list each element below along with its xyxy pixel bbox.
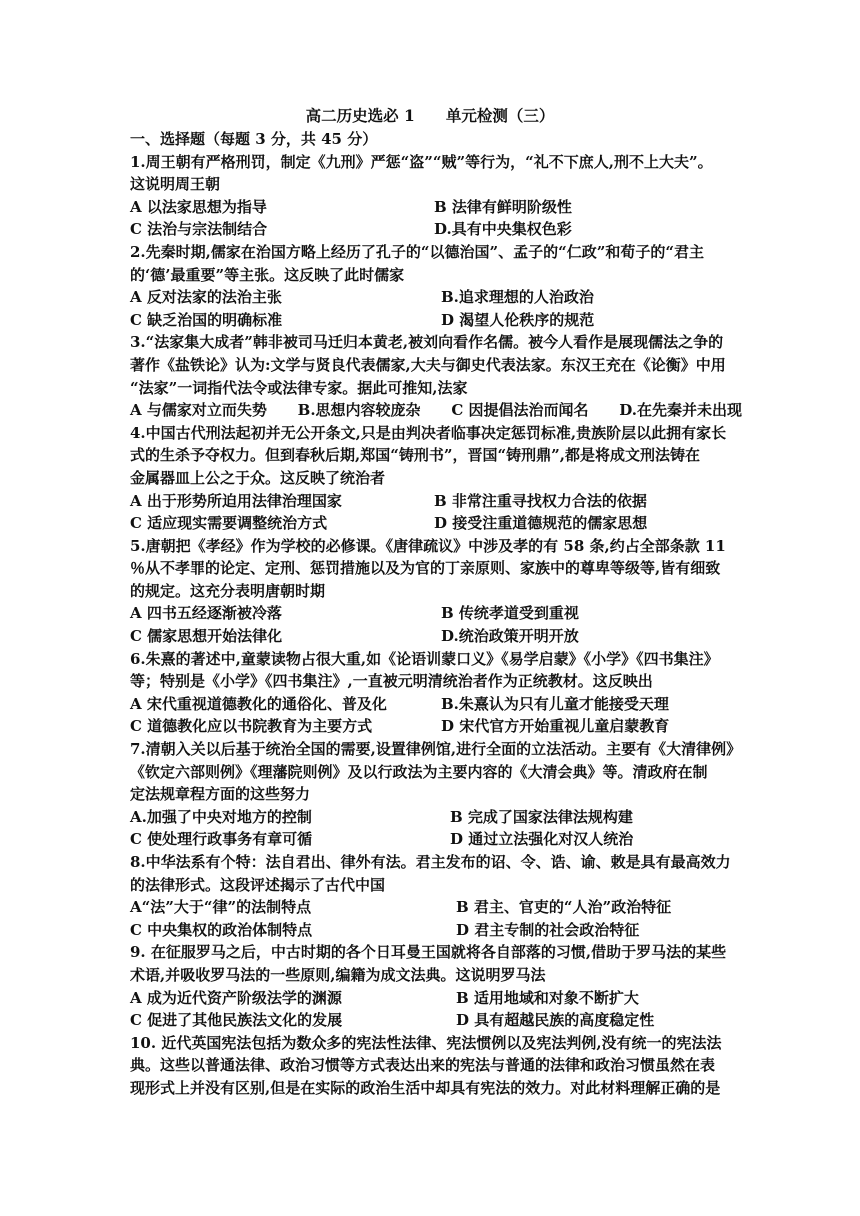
options-row bbox=[130, 286, 742, 309]
question-stem-line: 术语,并吸收罗马法的一些原则,编籍为成文法典。这说明罗马法 bbox=[130, 965, 546, 984]
question-5 bbox=[130, 535, 742, 648]
question-10 bbox=[130, 1032, 742, 1100]
option-d[interactable]: D 接受注重道德规范的儒家思想 bbox=[434, 514, 648, 533]
question-stem-line: 10. 近代英国宪法包括为数众多的宪法性法律、宪法惯例以及宪法判例,没有统一的宪法法 bbox=[130, 1033, 722, 1052]
question-stem-line: 《钦定六部则例》《理藩院则例》及以行政法为主要内容的《大清会典》等。清政府在制 bbox=[130, 762, 708, 781]
option-b[interactable]: B.朱熹认为只有儿童才能接受天理 bbox=[441, 694, 669, 713]
options-row bbox=[130, 399, 742, 422]
option-a[interactable]: A 与儒家对立而失势 bbox=[130, 401, 267, 420]
option-c[interactable]: C 法治与宗法制结合 bbox=[130, 220, 268, 239]
question-stem-line: 9. 在征服罗马之后，中古时期的各个日耳曼王国就将各自部落的习惯,借助于罗马法的某些 bbox=[130, 943, 727, 962]
question-stem-line: 5.唐朝把《孝经》作为学校的必修课。《唐律疏议》中涉及孝的有 58 条,约占全部条款 11 bbox=[130, 536, 726, 555]
question-list bbox=[130, 128, 742, 1100]
option-c[interactable]: C 儒家思想开始法律化 bbox=[130, 627, 283, 646]
option-d[interactable]: D 君主专制的社会政治特征 bbox=[456, 920, 640, 939]
option-c[interactable]: C 促进了其他民族法文化的发展 bbox=[130, 1011, 343, 1030]
option-d[interactable]: D 通过立法强化对汉人统治 bbox=[450, 830, 634, 849]
option-d[interactable]: D 具有超越民族的高度稳定性 bbox=[456, 1011, 655, 1030]
options-row bbox=[130, 602, 742, 625]
option-d[interactable]: D.在先秦并未出现 bbox=[619, 401, 742, 420]
question-stem-line: 3.“法家集大成者”韩非被司马迁归本黄老,被刘向看作名儒。被今人看作是展现儒法之争的 bbox=[130, 333, 724, 352]
question-stem-line: 的‘德’最重要”等主张。这反映了此时儒家 bbox=[130, 265, 405, 284]
question-stem-line: 典。这些以普通法律、政治习惯等方式表达出来的宪法与普通的法律和政治习惯虽然在表 bbox=[130, 1056, 716, 1075]
option-d[interactable]: D 宋代官方开始重视儿童启蒙教育 bbox=[441, 717, 670, 736]
question-stem-line: ％从不孝罪的论定、定刑、惩罚措施以及为官的丁亲原则、家族中的尊卑等级等,皆有细致 bbox=[130, 559, 721, 578]
option-b[interactable]: B 适用地域和对象不断扩大 bbox=[456, 988, 639, 1007]
page-title: 高二历史选必 1 单元检测（三） bbox=[305, 106, 555, 125]
options-row bbox=[130, 806, 742, 829]
option-c[interactable]: C 适应现实需要调整统治方式 bbox=[130, 514, 328, 533]
option-c[interactable]: C 中央集权的政治体制特点 bbox=[130, 920, 313, 939]
question-stem-line: 6.朱熹的著述中,童蒙读物占很大重,如《论语训蒙口义》《易学启蒙》《小学》《四书集注》 bbox=[130, 649, 719, 668]
option-b[interactable]: B 完成了国家法律法规构建 bbox=[450, 807, 633, 826]
question-stem-line: “法家”一词指代法令或法律专家。据此可推知,法家 bbox=[130, 378, 468, 397]
question-2 bbox=[130, 241, 742, 331]
option-c[interactable]: C 缺乏治国的明确标准 bbox=[130, 310, 283, 329]
question-stem-line: 2.先秦时期,儒家在治国方略上经历了孔子的“以德治国”、孟子的“仁政”和荀子的“君主 bbox=[130, 242, 705, 261]
question-stem-line: 8.中华法系有个特：法自君出、律外有法。君主发布的诏、令、诰、谕、敕是具有最高效力 bbox=[130, 853, 731, 871]
option-a[interactable]: A 出于形势所迫用法律治理国家 bbox=[130, 491, 342, 510]
options-row bbox=[130, 715, 742, 738]
question-stem-line: 式的生杀予夺权力。但到春秋后期,郑国“铸刑书”，晋国“铸刑鼎”,都是将成文刑法铸在 bbox=[130, 446, 700, 465]
option-b[interactable]: B.追求理想的人治政治 bbox=[441, 288, 594, 307]
options-row bbox=[130, 309, 742, 332]
option-d[interactable]: D.统治政策开明开放 bbox=[441, 627, 579, 646]
option-a[interactable]: A.加强了中央对地方的控制 bbox=[130, 807, 312, 826]
option-d[interactable]: D.具有中央集权色彩 bbox=[434, 220, 572, 239]
options-row bbox=[130, 919, 742, 942]
option-b[interactable]: B.思想内容较庞杂 bbox=[297, 401, 421, 420]
option-a[interactable]: A“法”大于“律”的法制特点 bbox=[130, 898, 312, 917]
option-a[interactable]: A 以法家思想为指导 bbox=[130, 197, 267, 216]
option-a[interactable]: A 反对法家的法治主张 bbox=[130, 288, 282, 307]
option-a[interactable]: A 四书五经逐渐被冷落 bbox=[130, 604, 282, 623]
question-7 bbox=[130, 738, 742, 851]
section-heading: 一、选择题（每题 3 分，共 45 分） bbox=[130, 130, 378, 148]
question-stem-line: 等；特别是《小学》《四书集注》,一直被元明清统治者作为正统教材。这反映出 bbox=[130, 672, 653, 691]
options-row bbox=[130, 828, 742, 851]
options-row bbox=[130, 512, 742, 535]
question-6 bbox=[130, 648, 742, 738]
question-4 bbox=[130, 422, 742, 535]
question-stem-line: 7.清朝入关以后基于统治全国的需要,设置律例馆,进行全面的立法活动。主要有《大清律例》 bbox=[130, 740, 742, 759]
option-c[interactable]: C 因提倡法治而闻名 bbox=[451, 401, 589, 420]
option-b[interactable]: B 法律有鲜明阶级性 bbox=[434, 197, 572, 216]
question-stem-line: 4.中国古代刑法起初并无公开条文,只是由判决者临事决定惩罚标准,贵族阶层以此拥有家长 bbox=[130, 423, 727, 442]
option-d[interactable]: D 渴望人伦秩序的规范 bbox=[441, 310, 595, 329]
option-c[interactable]: C 道德教化应以书院教育为主要方式 bbox=[130, 717, 373, 736]
option-a[interactable]: A 宋代重视道德教化的通俗化、普及化 bbox=[130, 694, 387, 713]
question-9 bbox=[130, 941, 742, 1031]
options-row bbox=[130, 196, 742, 219]
option-c[interactable]: C 使处理行政事务有章可循 bbox=[130, 830, 313, 849]
question-stem-line: 定法规章程方面的这些努力 bbox=[130, 785, 311, 804]
options-row bbox=[130, 625, 742, 648]
question-3 bbox=[130, 331, 742, 421]
question-stem-line: 金属器皿上公之于众。这反映了统治者 bbox=[130, 468, 386, 487]
options-row bbox=[130, 896, 742, 919]
option-b[interactable]: B 非常注重寻找权力合法的依据 bbox=[434, 491, 647, 510]
question-stem-line: 的法律形式。这段评述揭示了古代中国 bbox=[130, 875, 386, 894]
option-a[interactable]: A 成为近代资产阶级法学的渊源 bbox=[130, 988, 342, 1007]
question-stem-line: 的规定。这充分表明唐朝时期 bbox=[130, 581, 326, 600]
option-b[interactable]: B 君主、官吏的“人治”政治特征 bbox=[456, 898, 672, 917]
options-row bbox=[130, 1009, 742, 1032]
options-row bbox=[130, 218, 742, 241]
options-row bbox=[130, 490, 742, 513]
options-row bbox=[130, 987, 742, 1010]
question-1 bbox=[130, 151, 742, 241]
options-row bbox=[130, 693, 742, 716]
question-stem-line: 现形式上并没有区别,但是在实际的政治生活中却具有宪法的效力。对此材料理解正确的是 bbox=[130, 1078, 721, 1097]
question-8 bbox=[130, 851, 742, 941]
question-stem-line: 这说明周王朝 bbox=[130, 175, 221, 194]
question-stem-line: 著作《盐铁论》认为:文学与贤良代表儒家,大夫与御史代表法家。东汉王充在《论衡》中用 bbox=[130, 355, 726, 374]
question-stem-line: 1.周王朝有严格刑罚，制定《九刑》严惩“盗”“贼”等行为，“礼不下庶人,刑不上大夫”。 bbox=[130, 152, 713, 171]
option-b[interactable]: B 传统孝道受到重视 bbox=[441, 604, 579, 623]
